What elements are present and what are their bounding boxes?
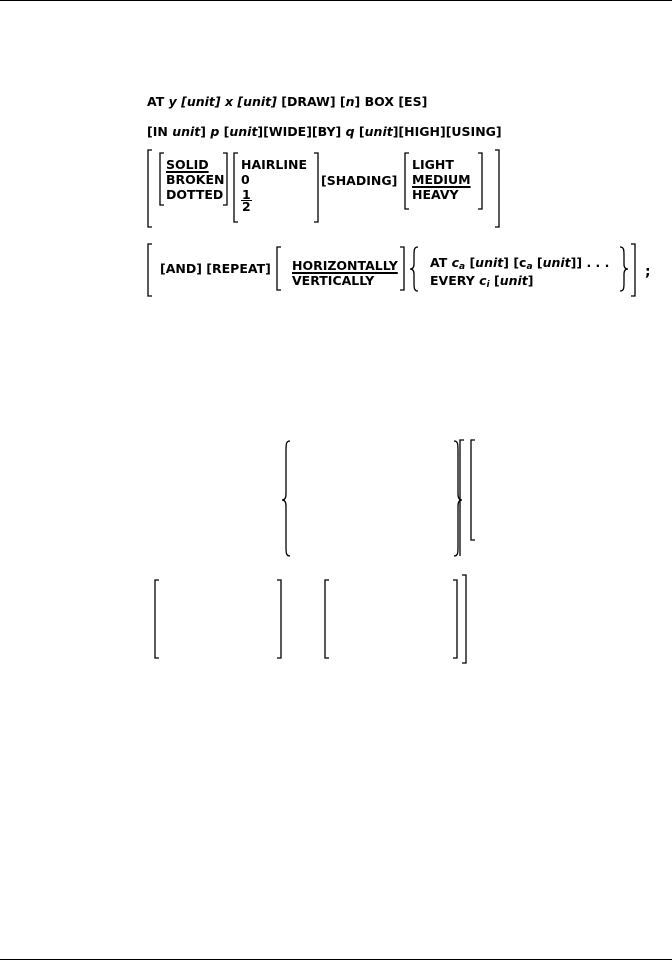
lower-bracket-b-right: [453, 580, 457, 658]
fraction-numerator: 1: [242, 187, 251, 202]
bracket-close: ]: [354, 94, 361, 109]
keyword-draw: [DRAW]: [281, 94, 336, 109]
param-p: p: [210, 124, 220, 139]
option-solid: SOLID: [166, 157, 209, 172]
keyword-by: [BY]: [311, 124, 342, 139]
keyword-at: AT: [147, 94, 165, 109]
bracket-open: [: [223, 124, 230, 139]
keyword-using: [USING]: [445, 124, 502, 139]
option-horizontally: HORIZONTALLY: [292, 258, 398, 273]
keyword-es: [ES]: [398, 94, 428, 109]
ellipsis: . . .: [586, 255, 610, 270]
option-zero: 0: [241, 172, 250, 187]
lower-bar-left: [460, 440, 464, 556]
option-heavy: HEAVY: [412, 187, 459, 202]
bracket-close: ]: [527, 273, 534, 288]
bracket-close: ]]: [570, 255, 583, 270]
bracket-open: [: [536, 255, 543, 270]
fraction-denominator: 2: [242, 199, 251, 214]
option-broken: BROKEN: [166, 172, 225, 187]
statement-terminator: ;: [645, 264, 651, 280]
subscript-a: a: [459, 262, 466, 272]
keyword-in: [IN: [147, 124, 168, 139]
option-dotted: DOTTED: [166, 187, 224, 202]
subscript-a: a: [526, 262, 533, 272]
option-hairline: HAIRLINE: [241, 157, 308, 172]
keyword-at-2: AT: [430, 255, 448, 270]
keyword-shading: [SHADING]: [321, 173, 398, 188]
keyword-box: BOX: [364, 94, 394, 109]
bracket-open: [: [339, 94, 346, 109]
lower-bracket-small: [471, 440, 475, 540]
keyword-wide: [WIDE]: [263, 124, 312, 139]
param-q: q: [345, 124, 355, 139]
unit-ca-repeat: unit: [542, 255, 571, 270]
lower-bracket-outer-right: [462, 575, 466, 663]
bottom-rule: [0, 959, 672, 960]
bracket-close: ]: [392, 124, 399, 139]
param-c: c: [479, 273, 487, 288]
param-in-unit: unit: [172, 124, 201, 139]
bracket-close: ]: [503, 255, 509, 270]
bracket-close: ]: [257, 124, 264, 139]
subscript-i: i: [486, 280, 490, 290]
unit-ci: unit: [499, 273, 528, 288]
lower-brace-left: [282, 441, 290, 556]
param-ca-repeat: [c: [513, 255, 527, 270]
lower-bracket-a-right: [277, 580, 281, 658]
bracket-open: [: [493, 273, 500, 288]
lower-brace-right: [454, 441, 462, 556]
lower-bracket-a-left: [155, 580, 159, 658]
option-light: LIGHT: [412, 157, 454, 172]
bracket-close: ]: [200, 124, 206, 139]
option-medium: MEDIUM: [412, 172, 471, 187]
unit-x: [unit]: [237, 94, 277, 109]
option-vertically: VERTICALLY: [292, 273, 375, 288]
bracket-open: [: [469, 255, 476, 270]
param-y: y: [168, 94, 177, 109]
param-c: c: [451, 255, 460, 270]
keyword-repeat: [REPEAT]: [206, 261, 271, 276]
unit-y: [unit]: [181, 94, 221, 109]
bracket-open: [: [358, 124, 365, 139]
unit-ca: unit: [475, 255, 504, 270]
keyword-every: EVERY: [430, 273, 475, 288]
param-n: n: [345, 94, 355, 109]
unit-q: unit: [364, 124, 393, 139]
param-x: x: [224, 94, 234, 109]
keyword-high: [HIGH]: [398, 124, 446, 139]
keyword-and: [AND]: [160, 261, 202, 276]
unit-p: unit: [229, 124, 258, 139]
lower-bracket-b-left: [325, 580, 329, 658]
